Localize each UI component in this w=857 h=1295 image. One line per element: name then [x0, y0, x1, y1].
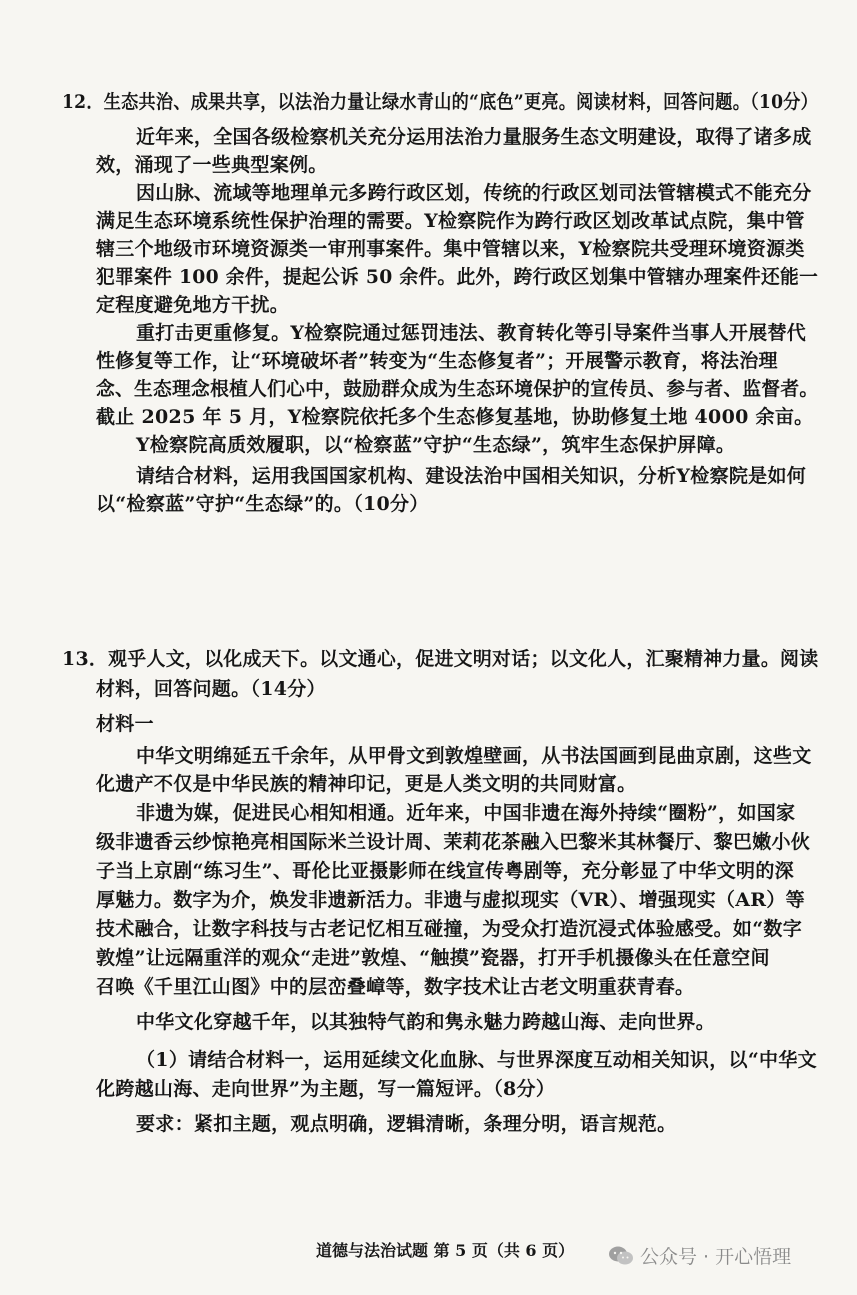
page-footer: 道德与法治试题 第 5 页（共 6 页） [316, 1241, 575, 1260]
q13-line: 级非遗香云纱惊艳亮相国际米兰设计周、茉莉花茶融入巴黎米其林餐厅、黎巴嫩小伙 [96, 831, 811, 853]
q12-line: 满足生态环境系统性保护治理的需要。Y检察院作为跨行政区划改革试点院，集中管 [96, 210, 805, 232]
q13-line: 子当上京剧“练习生”、哥伦比亚摄影师在线宣传粤剧等，充分彰显了中华文明的深 [96, 860, 794, 882]
q13-line: 厚魅力。数字为介，焕发非遗新活力。非遗与虚拟现实（VR）、增强现实（AR）等 [96, 889, 805, 911]
q12-line: 因山脉、流域等地理单元多跨行政区划，传统的行政区划司法管辖模式不能充分 [136, 182, 812, 204]
q12-question: 请结合材料，运用我国国家机构、建设法治中国相关知识，分析Y检察院是如何 [136, 465, 807, 487]
q12-line: 辖三个地级市环境资源类一审刑事案件。集中管辖以来，Y检察院共受理环境资源类 [96, 238, 805, 260]
q13-line: 化遗产不仅是中华民族的精神印记，更是人类文明的共同财富。 [96, 773, 637, 795]
q13-line: 非遗为媒，促进民心相知相通。近年来，中国非遗在海外持续“圈粉”，如国家 [136, 802, 796, 824]
material-label: 材料一 [96, 713, 154, 735]
q12-line: 近年来，全国各级检察机关充分运用法治力量服务生态文明建设，取得了诸多成 [136, 126, 812, 148]
q13-question: 化跨越山海、走向世界”为主题，写一篇短评。（8分） [96, 1078, 556, 1100]
q13-question: （1）请结合材料一，运用延续文化血脉、与世界深度互动相关知识，以“中华文 [136, 1049, 817, 1071]
q12-line: Y检察院高质效履职，以“检察蓝”守护“生态绿”，筑牢生态保护屏障。 [136, 434, 736, 456]
q13-requirement: 要求：紧扣主题，观点明确，逻辑清晰，条理分明，语言规范。 [136, 1113, 677, 1135]
q12-line: 定程度避免地方干扰。 [96, 294, 290, 316]
q12-title: 12．生态共治、成果共享，以法治力量让绿水青山的“底色”更亮。阅读材料，回答问题。（10分） [62, 91, 819, 113]
wechat-icon [608, 1245, 634, 1267]
q12-question: 以“检察蓝”守护“生态绿”的。（10分） [96, 493, 429, 515]
q12-line: 性修复等工作，让“环境破坏者”转变为“生态修复者”；开展警示教育，将法治理 [96, 350, 778, 372]
q12-line: 效，涌现了一些典型案例。 [96, 154, 328, 176]
q13-line: 敦煌”让远隔重洋的观众“走进”敦煌、“触摸”瓷器，打开手机摄像头在任意空间 [96, 947, 770, 969]
q13-line: 中华文化穿越千年，以其独特气韵和隽永魅力跨越山海、走向世界。 [136, 1011, 716, 1033]
q12-line: 犯罪案件 100 余件，提起公诉 50 余件。此外，跨行政区划集中管辖办理案件还能一 [96, 266, 819, 288]
q12-line: 截止 2025 年 5 月，Y检察院依托多个生态修复基地，协助修复土地 4000 余亩。 [96, 406, 814, 428]
watermark-text: 公众号 · 开心悟理 [640, 1246, 792, 1268]
q13-title: 材料，回答问题。（14分） [96, 678, 326, 700]
q13-line: 召唤《千里江山图》中的层峦叠嶂等，数字技术让古老文明重获青春。 [96, 976, 695, 998]
q13-line: 技术融合，让数字科技与古老记忆相互碰撞，为受众打造沉浸式体验感受。如“数字 [96, 918, 803, 940]
q13-title: 13．观乎人文，以化成天下。以文通心，促进文明对话；以文化人，汇聚精神力量。阅读 [62, 648, 819, 670]
watermark [608, 1242, 791, 1269]
q13-line: 中华文明绵延五千余年，从甲骨文到敦煌壁画，从书法国画到昆曲京剧，这些文 [136, 745, 812, 767]
q12-line: 重打击更重修复。Y检察院通过惩罚违法、教育转化等引导案件当事人开展替代 [136, 322, 807, 344]
q12-line: 念、生态理念根植人们心中，鼓励群众成为生态环境保护的宣传员、参与者、监督者。 [96, 378, 819, 400]
